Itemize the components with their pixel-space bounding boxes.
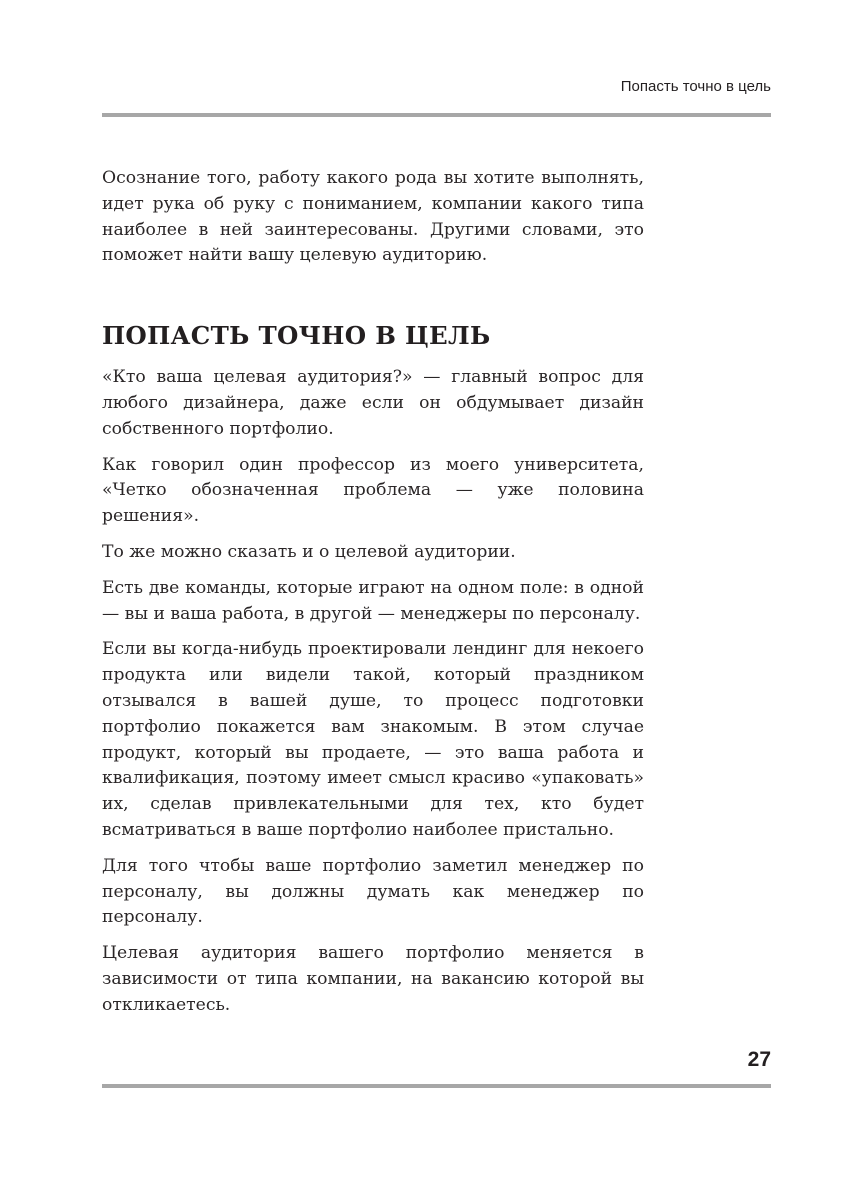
paragraph: То же можно сказать и о целевой аудитории. [102,541,516,562]
paragraph: Как говорил один профессор из моего университета, «Четко обозначенная проблема — уже половина решения». [102,454,644,527]
page-content [102,166,644,1029]
header-rule [102,113,771,117]
paragraph: Если вы когда-нибудь проектировали лендинг для некоего продукта или видели такой, который праздником отзывался в вашей душе, то процесс подготовки портфолио покажется вам знакомым. В этом случае продукт, который вы продаете, — это ваша работа и квалификация, поэтому имеет смысл красиво «упаковать» их, сделав привлекательными для тех, кто будет всматриваться в ваше портфолио наиболее пристально. [102,639,644,840]
intro-paragraph: Осознание того, работу какого рода вы хотите выполнять, идет рука об руку с пониманием, компании какого типа наиболее в ней заинтересованы. Другими словами, это поможет найти вашу целевую аудиторию. [102,168,644,266]
paragraph: Целевая аудитория вашего портфолио меняется в зависимости от типа компании, на вакансию которой вы откликаетесь. [102,943,644,1015]
page-number: 27 [747,1048,771,1071]
paragraph: Для того чтобы ваше портфолио заметил менеджер по персоналу, вы должны думать как менеджер по персоналу. [102,855,644,928]
paragraph: Есть две команды, которые играют на одном поле: в одной — вы и ваша работа, в другой — менеджеры по персоналу. [102,577,644,624]
footer-rule [102,1084,771,1088]
running-head: Попасть точно в цель [620,78,771,95]
section-heading: ПОПАСТЬ ТОЧНО В ЦЕЛЬ [102,321,491,351]
paragraph: «Кто ваша целевая аудитория?» — главный вопрос для любого дизайнера, даже если он обдумывает дизайн собственного портфолио. [102,367,644,439]
